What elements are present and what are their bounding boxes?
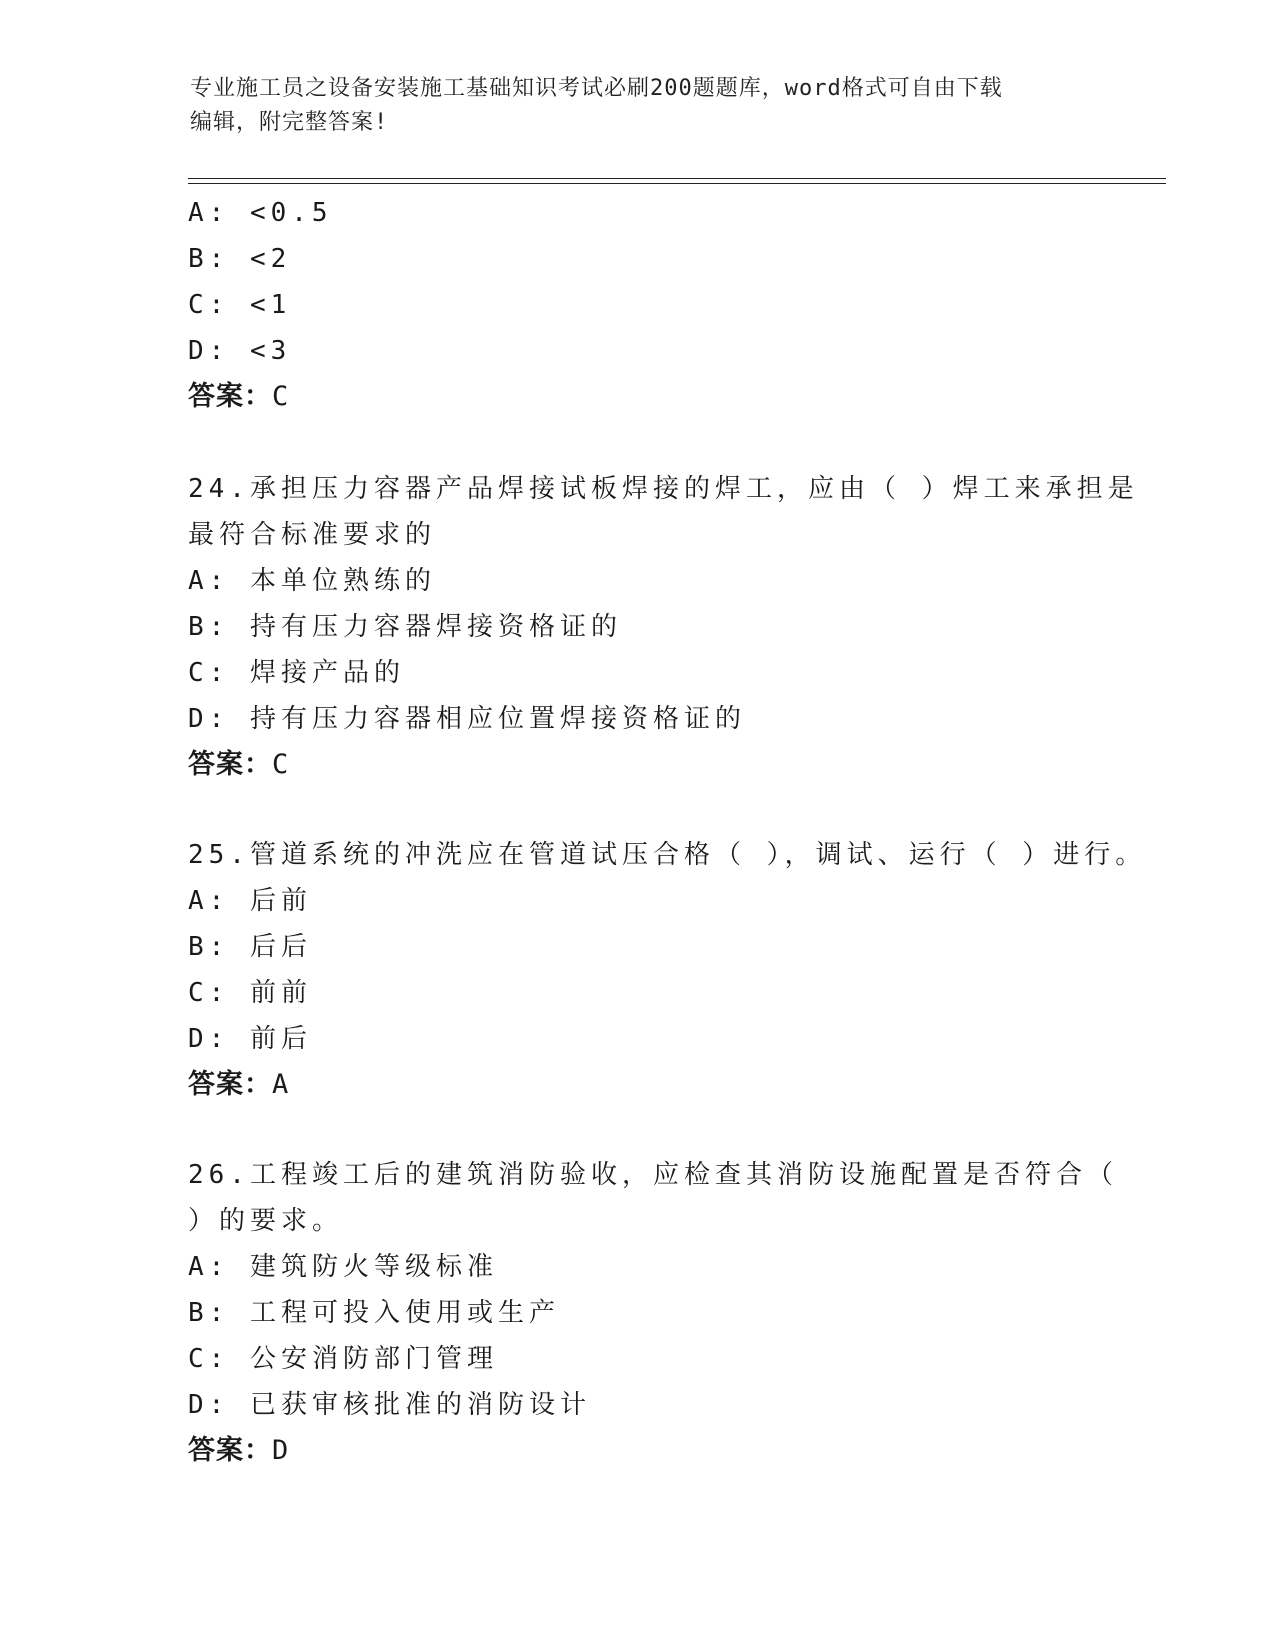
option-d: D: 已获审核批准的消防设计	[188, 1390, 591, 1420]
option-d: D: 前后	[188, 1024, 312, 1054]
answer-value: C	[272, 381, 290, 412]
option-c: C: 焊接产品的	[188, 658, 405, 688]
answer-label: 答案：	[188, 1435, 272, 1466]
question-26	[188, 1152, 1168, 1474]
option-d: D: <3	[188, 336, 292, 366]
header-divider-top	[188, 178, 1166, 179]
option-d: D: 持有压力容器相应位置焊接资格证的	[188, 704, 746, 734]
option-c: C: 前前	[188, 978, 312, 1008]
option-c: C: 公安消防部门管理	[188, 1344, 498, 1374]
question-stem-line-1: 26.工程竣工后的建筑消防验收，应检查其消防设施配置是否符合（	[188, 1160, 1118, 1190]
answer-value: D	[272, 1435, 290, 1466]
answer-line	[188, 374, 1168, 420]
header-line-2: 编辑，附完整答案!	[190, 110, 389, 135]
answer-label: 答案：	[188, 381, 272, 412]
question-stem-line-1: 25.管道系统的冲洗应在管道试压合格（ ），调试、运行（ ）进行。	[188, 840, 1147, 870]
answer-value: C	[272, 749, 290, 780]
document-header	[190, 72, 1090, 140]
option-c: C: <1	[188, 290, 292, 320]
option-b: B: 工程可投入使用或生产	[188, 1298, 560, 1328]
option-b: B: <2	[188, 244, 292, 274]
option-a: A: 建筑防火等级标准	[188, 1252, 498, 1282]
answer-line	[188, 1062, 1168, 1108]
header-line-1: 专业施工员之设备安装施工基础知识考试必刷200题题库，word格式可自由下载	[190, 76, 1003, 101]
question-stem-line-1: 24.承担压力容器产品焊接试板焊接的焊工，应由（ ）焊工来承担是	[188, 474, 1139, 504]
header-divider-bottom	[188, 183, 1166, 184]
option-b: B: 持有压力容器焊接资格证的	[188, 612, 622, 642]
answer-line	[188, 742, 1168, 788]
option-b: B: 后后	[188, 932, 312, 962]
option-a: A: 本单位熟练的	[188, 566, 436, 596]
answer-label: 答案：	[188, 749, 272, 780]
question-25	[188, 832, 1168, 1108]
answer-label: 答案：	[188, 1069, 272, 1100]
answer-value: A	[272, 1069, 290, 1100]
question-23	[188, 190, 1168, 420]
question-24	[188, 466, 1168, 788]
option-a: A: 后前	[188, 886, 312, 916]
option-a: A: <0.5	[188, 198, 333, 228]
answer-line	[188, 1428, 1168, 1474]
question-stem-line-2: ）的要求。	[188, 1206, 344, 1236]
question-stem-line-2: 最符合标准要求的	[188, 520, 437, 550]
